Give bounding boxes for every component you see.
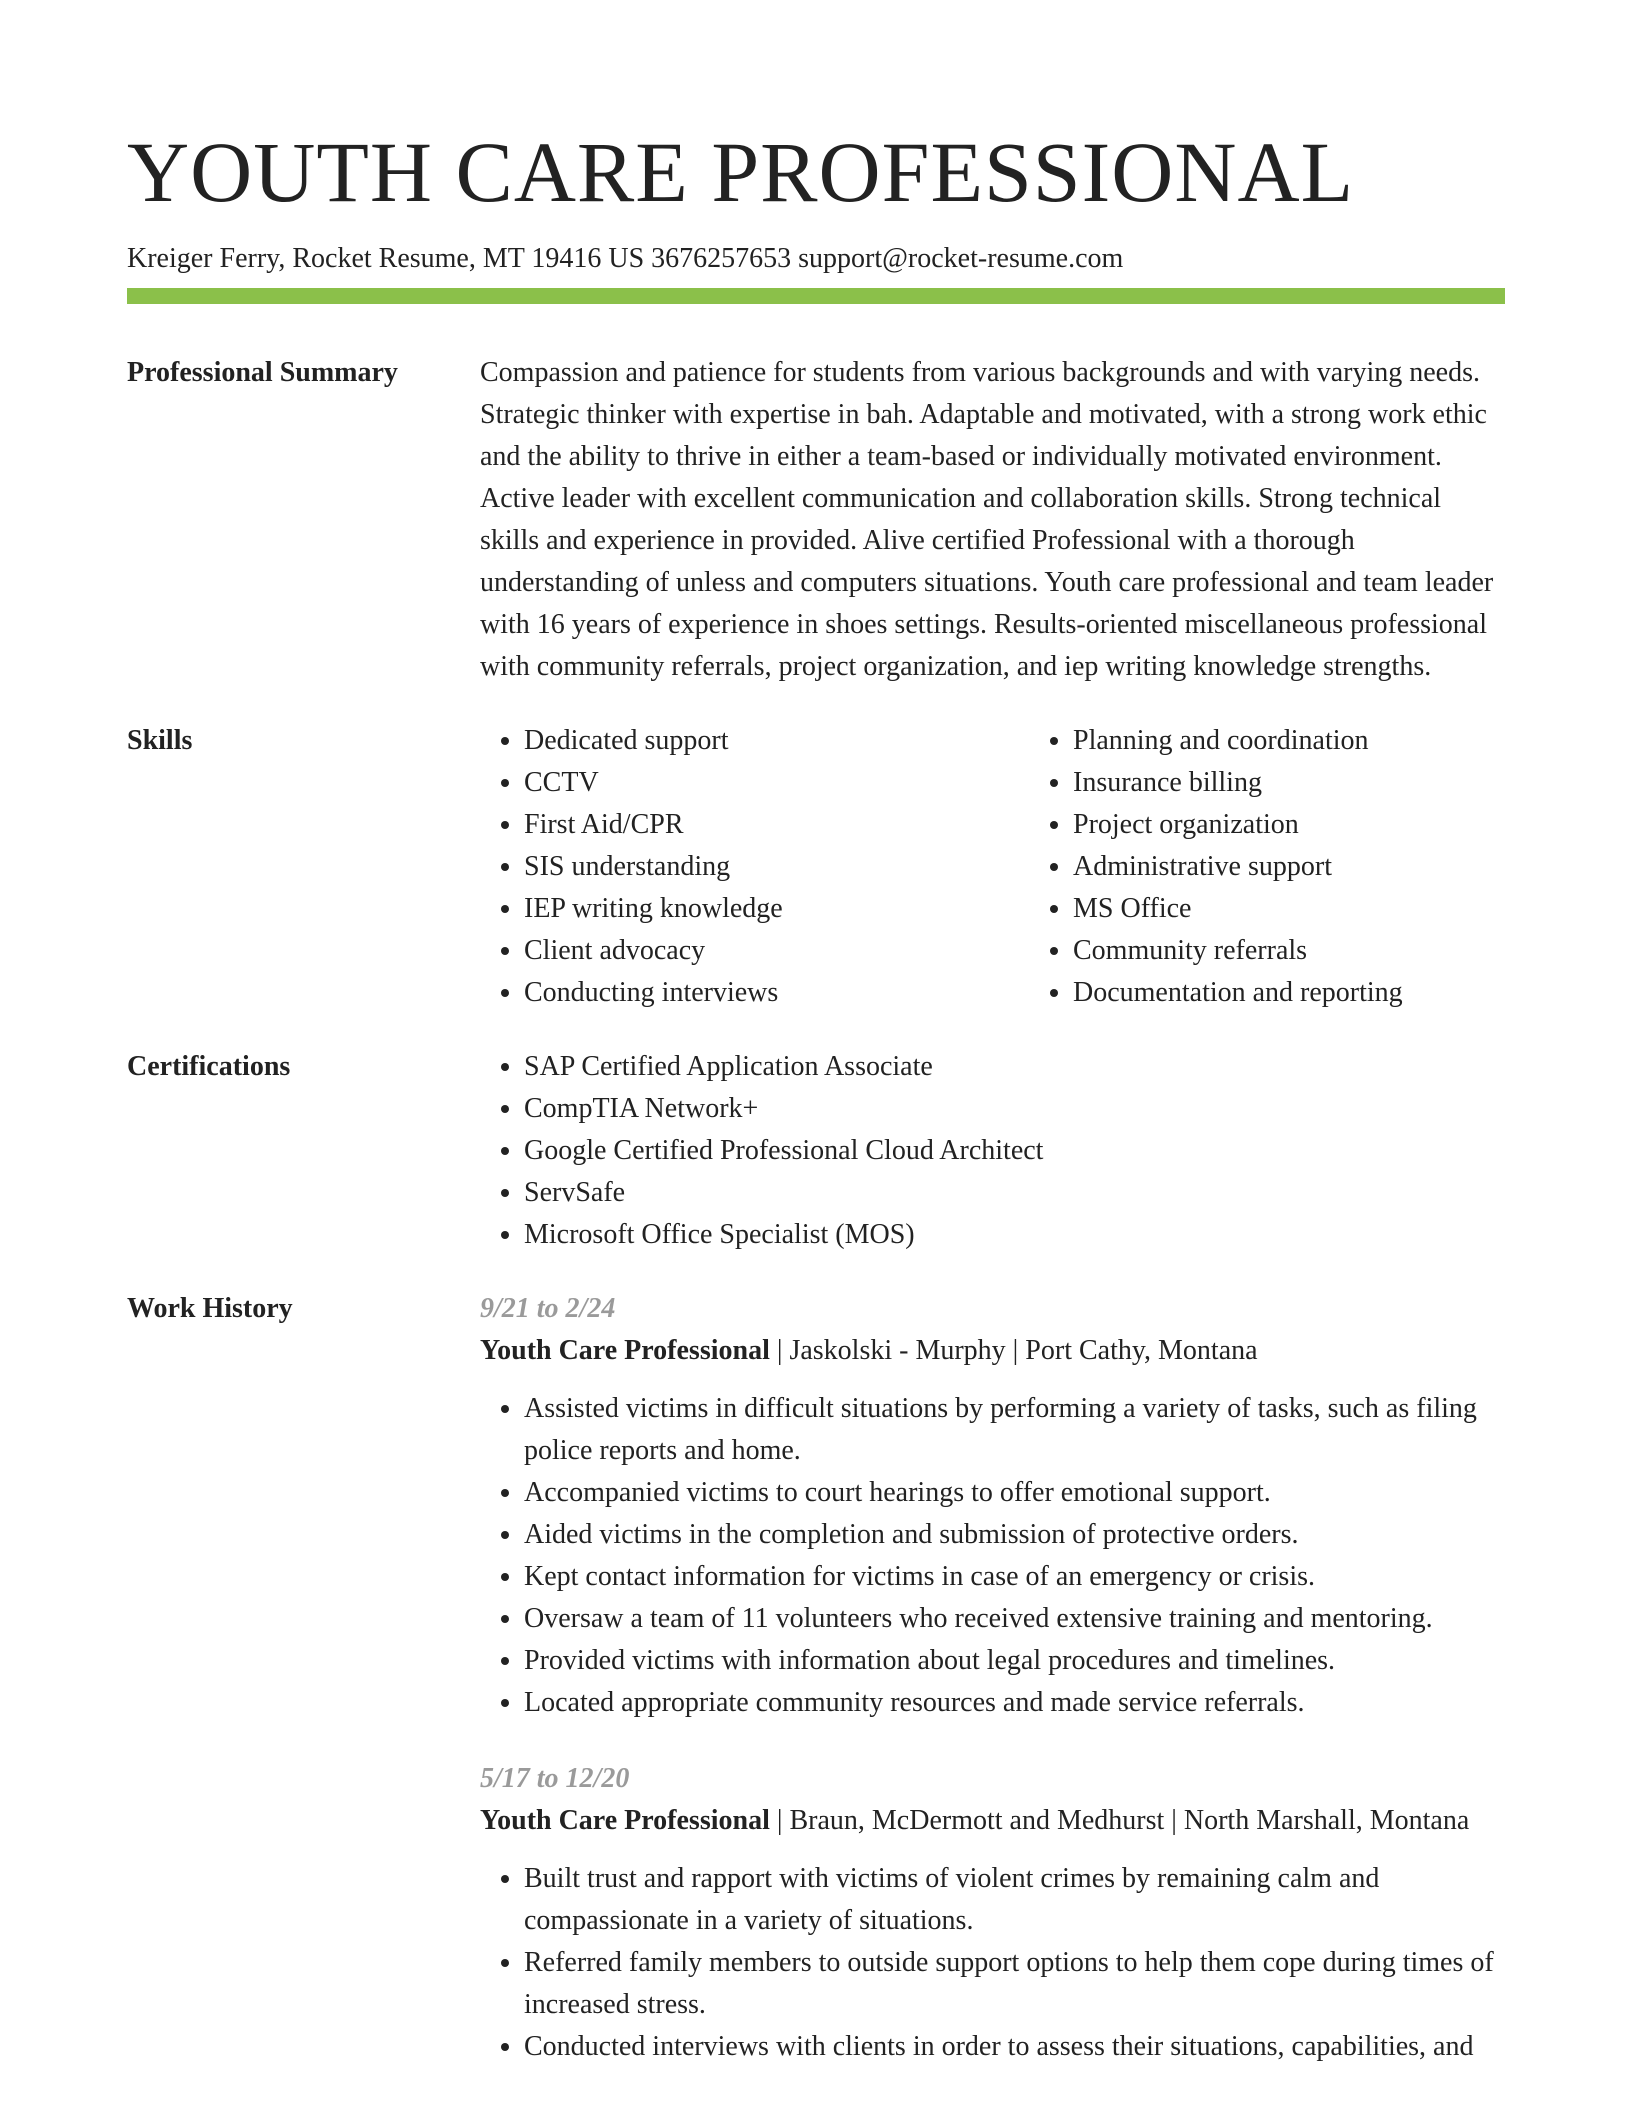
contact-line: Kreiger Ferry, Rocket Resume, MT 19416 US 3676257653 support@rocket-resume.com: [127, 243, 1124, 274]
skill-item: • Project organization: [1073, 804, 1533, 846]
skill-item: • IEP writing knowledge: [524, 888, 984, 930]
job-duties-list: [480, 1388, 1505, 1724]
skill-item: • Administrative support: [1073, 846, 1533, 888]
certifications-section: [127, 1046, 1505, 1256]
skill-item: • First Aid/CPR: [524, 804, 984, 846]
job-dates: 9/21 to 2/24: [480, 1293, 616, 1324]
job-title: Youth Care Professional: [480, 1335, 770, 1366]
work-history-section: [127, 1288, 1505, 2068]
skill-item: • Planning and coordination: [1073, 720, 1533, 762]
job-duty: • Provided victims with information about legal procedures and timelines.: [524, 1640, 1505, 1682]
certification-item: • ServSafe: [524, 1172, 1505, 1214]
job-dates: 5/17 to 12/20: [480, 1763, 630, 1794]
skills-section: [127, 720, 1505, 1014]
skill-item: • SIS understanding: [524, 846, 984, 888]
job-duty: • Oversaw a team of 11 volunteers who received extensive training and mentoring.: [524, 1598, 1505, 1640]
skills-list-left: [480, 720, 984, 1014]
certification-item: • CompTIA Network+: [524, 1088, 1505, 1130]
job-duty: • Referred family members to outside support options to help them cope during times of increased stress.: [524, 1942, 1505, 2026]
job-heading: [480, 1330, 1505, 1372]
job-entry: [480, 1758, 1505, 2068]
section-title-work-history: Work History: [127, 1293, 293, 1324]
job-duty: • Located appropriate community resources and made service referrals.: [524, 1682, 1505, 1724]
skills-list-right: [1029, 720, 1533, 1014]
summary-section: [127, 352, 1505, 688]
job-employer-location: | Braun, McDermott and Medhurst | North Marshall, Montana: [769, 1805, 1470, 1836]
certification-item: • SAP Certified Application Associate: [524, 1046, 1505, 1088]
job-duty: • Assisted victims in difficult situations by performing a variety of tasks, such as filing police reports and home.: [524, 1388, 1505, 1472]
section-title-summary: Professional Summary: [127, 357, 398, 388]
section-title-skills: Skills: [127, 725, 193, 756]
certification-item: • Google Certified Professional Cloud Architect: [524, 1130, 1505, 1172]
skill-item: • Dedicated support: [524, 720, 984, 762]
skill-item: • Documentation and reporting: [1073, 972, 1533, 1014]
job-employer-location: | Jaskolski - Murphy | Port Cathy, Montana: [769, 1335, 1258, 1366]
summary-text: Compassion and patience for students from various backgrounds and with varying needs. Strategic thinker with expertise in bah. Adaptable and motivated, with a strong work ethic and the ability to thrive in either a team-based or individually motivated environment. Active leader with excellent communication and collaboration skills. Strong technical skills and experience in provided. Alive certified Professional with a thorough understanding of unless and computers situations. Youth care professional and team leader with 16 years of experience in shoes settings. Results-oriented miscellaneous professional with community referrals, project organization, and iep writing knowledge strengths.: [480, 357, 1494, 682]
job-duty: • Aided victims in the completion and submission of protective orders.: [524, 1514, 1505, 1556]
job-duty: • Conducted interviews with clients in order to assess their situations, capabilities, and: [524, 2026, 1505, 2068]
resume-page: [127, 116, 1505, 2068]
candidate-name: YOUTH CARE PROFESSIONAL: [127, 124, 1355, 220]
section-title-certifications: Certifications: [127, 1051, 291, 1082]
job-duty: • Accompanied victims to court hearings to offer emotional support.: [524, 1472, 1505, 1514]
job-duties-list: [480, 1858, 1505, 2068]
certifications-list: [480, 1046, 1505, 1256]
accent-divider: [127, 288, 1505, 304]
job-entry: [480, 1288, 1505, 1724]
job-heading: [480, 1800, 1505, 1842]
skill-item: • CCTV: [524, 762, 984, 804]
skill-item: • Conducting interviews: [524, 972, 984, 1014]
job-duty: • Built trust and rapport with victims of violent crimes by remaining calm and compassionate in a variety of situations.: [524, 1858, 1505, 1942]
skill-item: • Client advocacy: [524, 930, 984, 972]
skill-item: • MS Office: [1073, 888, 1533, 930]
job-duty: • Kept contact information for victims in case of an emergency or crisis.: [524, 1556, 1505, 1598]
skill-item: • Insurance billing: [1073, 762, 1533, 804]
certification-item: • Microsoft Office Specialist (MOS): [524, 1214, 1505, 1256]
job-title: Youth Care Professional: [480, 1805, 770, 1836]
skill-item: • Community referrals: [1073, 930, 1533, 972]
